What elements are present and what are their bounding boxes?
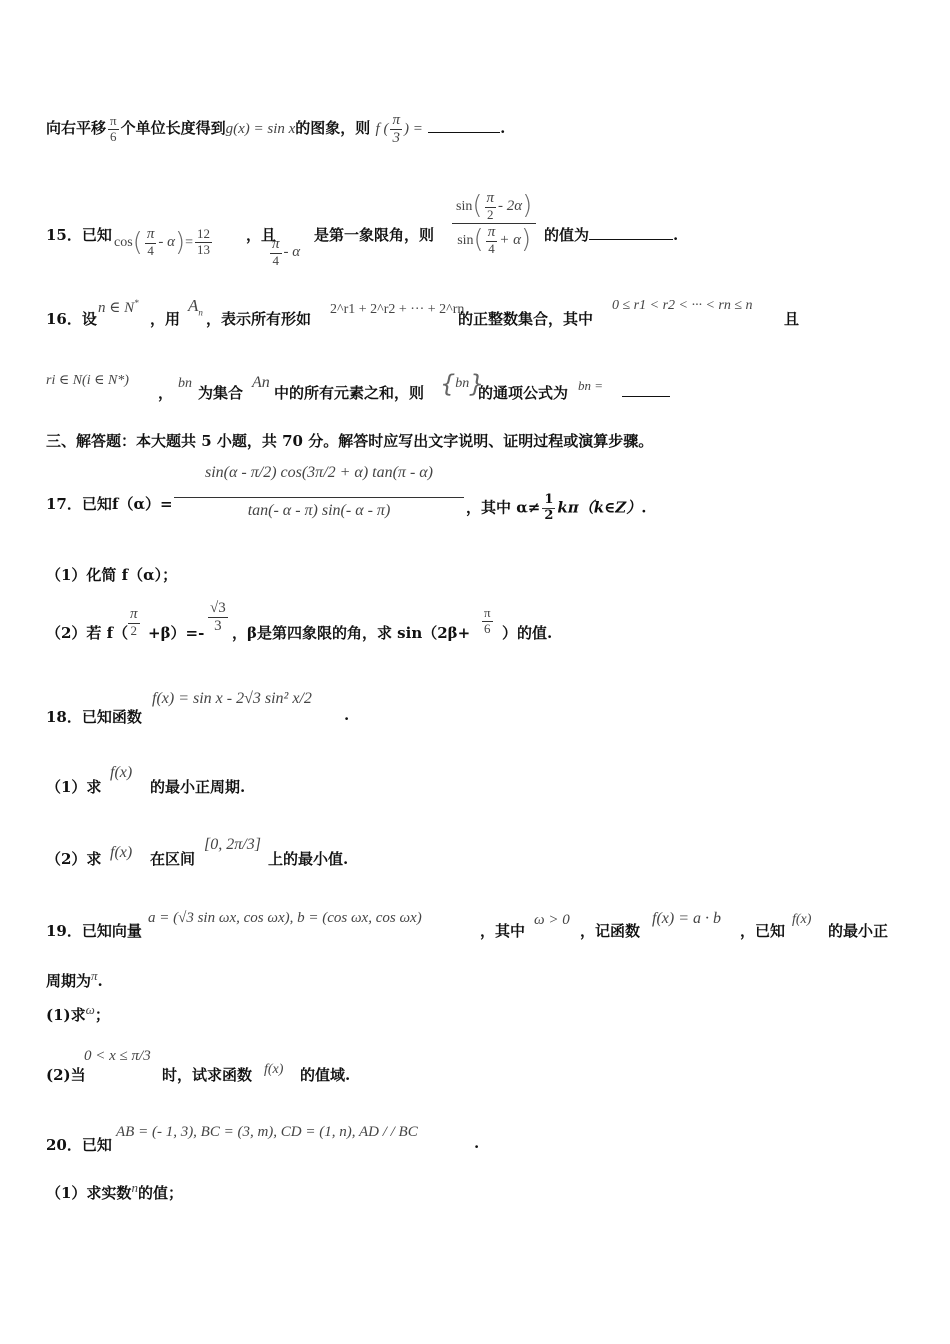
q17-part2: （2）若 f（ $\frac{\pi}{2}$ +β）=- $\frac{√3}{3}$ ，β是第四象限的角，求 sin（2β+ $\frac{\pi}{6}$ ）的值.: [46, 600, 553, 642]
q20-number: 20．已知: [46, 1136, 112, 1154]
q19-line2: 周期为π.: [46, 968, 103, 990]
question-20: 20．已知 AB = (- 1, 3), BC = (3, m), CD = (1, n), AD / / BC .: [46, 1124, 480, 1154]
q14-tail: 向右平移 $\frac{\pi}{6}$ 个单位长度得到g(x) = sin x的图象，则 f ( $\frac{\pi}{3}$ ) = .: [46, 112, 506, 147]
q18-part1: （1）求 f(x) 的最小正周期.: [46, 764, 246, 796]
q16-bn-set: {bn}: [440, 370, 485, 398]
q17-fraction: [174, 455, 464, 520]
answer-blank[interactable]: [428, 132, 500, 133]
section-3-heading: 三、解答题：本大题共 5 小题，共 70 分。解答时应写出文字说明、证明过程或演算步骤。: [46, 432, 654, 450]
q19-range: 0 < x ≤ π/3: [84, 1048, 151, 1064]
q19-part2: (2)当 0 < x ≤ π/3 时，试求函数 f(x) 的值域.: [46, 1048, 351, 1084]
q17-numerator: sin(α - π/2) cos(3π/2 + α) tan(π - α): [174, 455, 464, 498]
q14-f-expr: f ( $\frac{\pi}{3}$ ) =: [375, 112, 423, 147]
q16-bn: bn: [178, 376, 192, 391]
q19-part1: (1)求ω；: [46, 1002, 110, 1024]
answer-blank[interactable]: [589, 239, 673, 240]
q16-set-A: $A_n$: [188, 296, 203, 318]
question-18: 18．已知函数 f(x) = sin x - 2√3 sin² x/2 .: [46, 690, 350, 726]
q15-number: 15．已知: [46, 226, 112, 244]
q18-function: f(x) = sin x - 2√3 sin² x/2: [152, 690, 312, 707]
question-17: 17．已知 f（α）= $\frac{\sin(\alpha - \pi/2) \cos(3\pi/2 + \alpha) \tan(\pi - \alpha)}{\tan(- \alpha - \pi) \sin(- \alpha - \pi)}$ ，其中 α≠ $\frac{1}{2}$ kπ（k∈Z）.: [46, 455, 910, 535]
q17-denominator: tan(- α - π) sin(- α - π): [247, 502, 391, 519]
q15-cos-expr: cos( $\frac{\pi}{4}$ - α)= $\frac{12}{13}$: [114, 226, 211, 259]
q20-vectors: AB = (- 1, 3), BC = (3, m), CD = (1, n), AD / / BC: [116, 1124, 418, 1140]
q16-condition: 0 ≤ r1 < r2 < ··· < rn ≤ n: [612, 298, 753, 313]
question-19: 19．已知向量 a = (√3 sin ωx, cos ωx), b = (cos ωx, cos ωx) ，其中 ω > 0 ，记函数 f(x) = a · b ，已知 f(x) 的最小正: [46, 910, 889, 940]
q16-number: 16．设: [46, 310, 97, 328]
question-16: 16．设 n ∈ N* ，用 $A_n$ ，表示所有形如 2^r1 + 2^r2 + ··· + 2^rn 的正整数集合，其中 0 ≤ r1 < r2 < ··· < rn ≤ n 且: [46, 296, 800, 328]
q16-sum-expr: 2^r1 + 2^r2 + ··· + 2^rn: [330, 302, 465, 317]
q14-text: 向右平移: [46, 119, 107, 138]
q19-number: 19．已知向量: [46, 922, 142, 940]
answer-blank[interactable]: [622, 396, 670, 397]
q15-big-fraction: sin( $\frac{\pi}{2}$ - 2α) sin( $\frac{\pi}{4}$ + α): [450, 190, 538, 257]
q14-fraction: $\frac{\pi}{6}$: [110, 112, 117, 144]
q16-bn-eq: bn =: [578, 378, 604, 393]
question-15: 15．已知 cos( $\frac{\pi}{4}$ - α)= $\frac{12}{13}$ ，且 $\frac{\pi}{4}$ - α 是第一象限角，则 sin( $\frac{\pi}{2}$ - 2α) sin( $\frac{\pi}{4}$ + α) 的值为 .: [46, 190, 679, 269]
q19-vectors: a = (√3 sin ωx, cos ωx), b = (cos ωx, cos ωx): [148, 910, 422, 926]
q17-part1: （1）化简 f（α）；: [46, 566, 178, 584]
question-16-cont: ri ∈ N(i ∈ N*) ， bn 为集合 An 中的所有元素之和，则 {bn} 的通项公式为 bn =: [46, 368, 910, 404]
q20-part1: （1）求实数n的值；: [46, 1180, 183, 1202]
q18-number: 18．已知函数: [46, 708, 142, 726]
q14-g-expr: g(x) = sin x: [225, 121, 296, 138]
q15-angle: $\frac{\pi}{4}$ - α: [272, 236, 301, 269]
q16-ri: ri ∈ N(i ∈ N*): [46, 373, 129, 388]
q18-interval: [0, 2π/3]: [204, 836, 261, 853]
q18-part2: （2）求 f(x) 在区间 [0, 2π/3] 上的最小值.: [46, 836, 349, 868]
q16-n-in-N: n ∈ N*: [98, 298, 139, 316]
q17-number: 17．已知: [46, 495, 112, 513]
q16-An: An: [252, 374, 270, 391]
